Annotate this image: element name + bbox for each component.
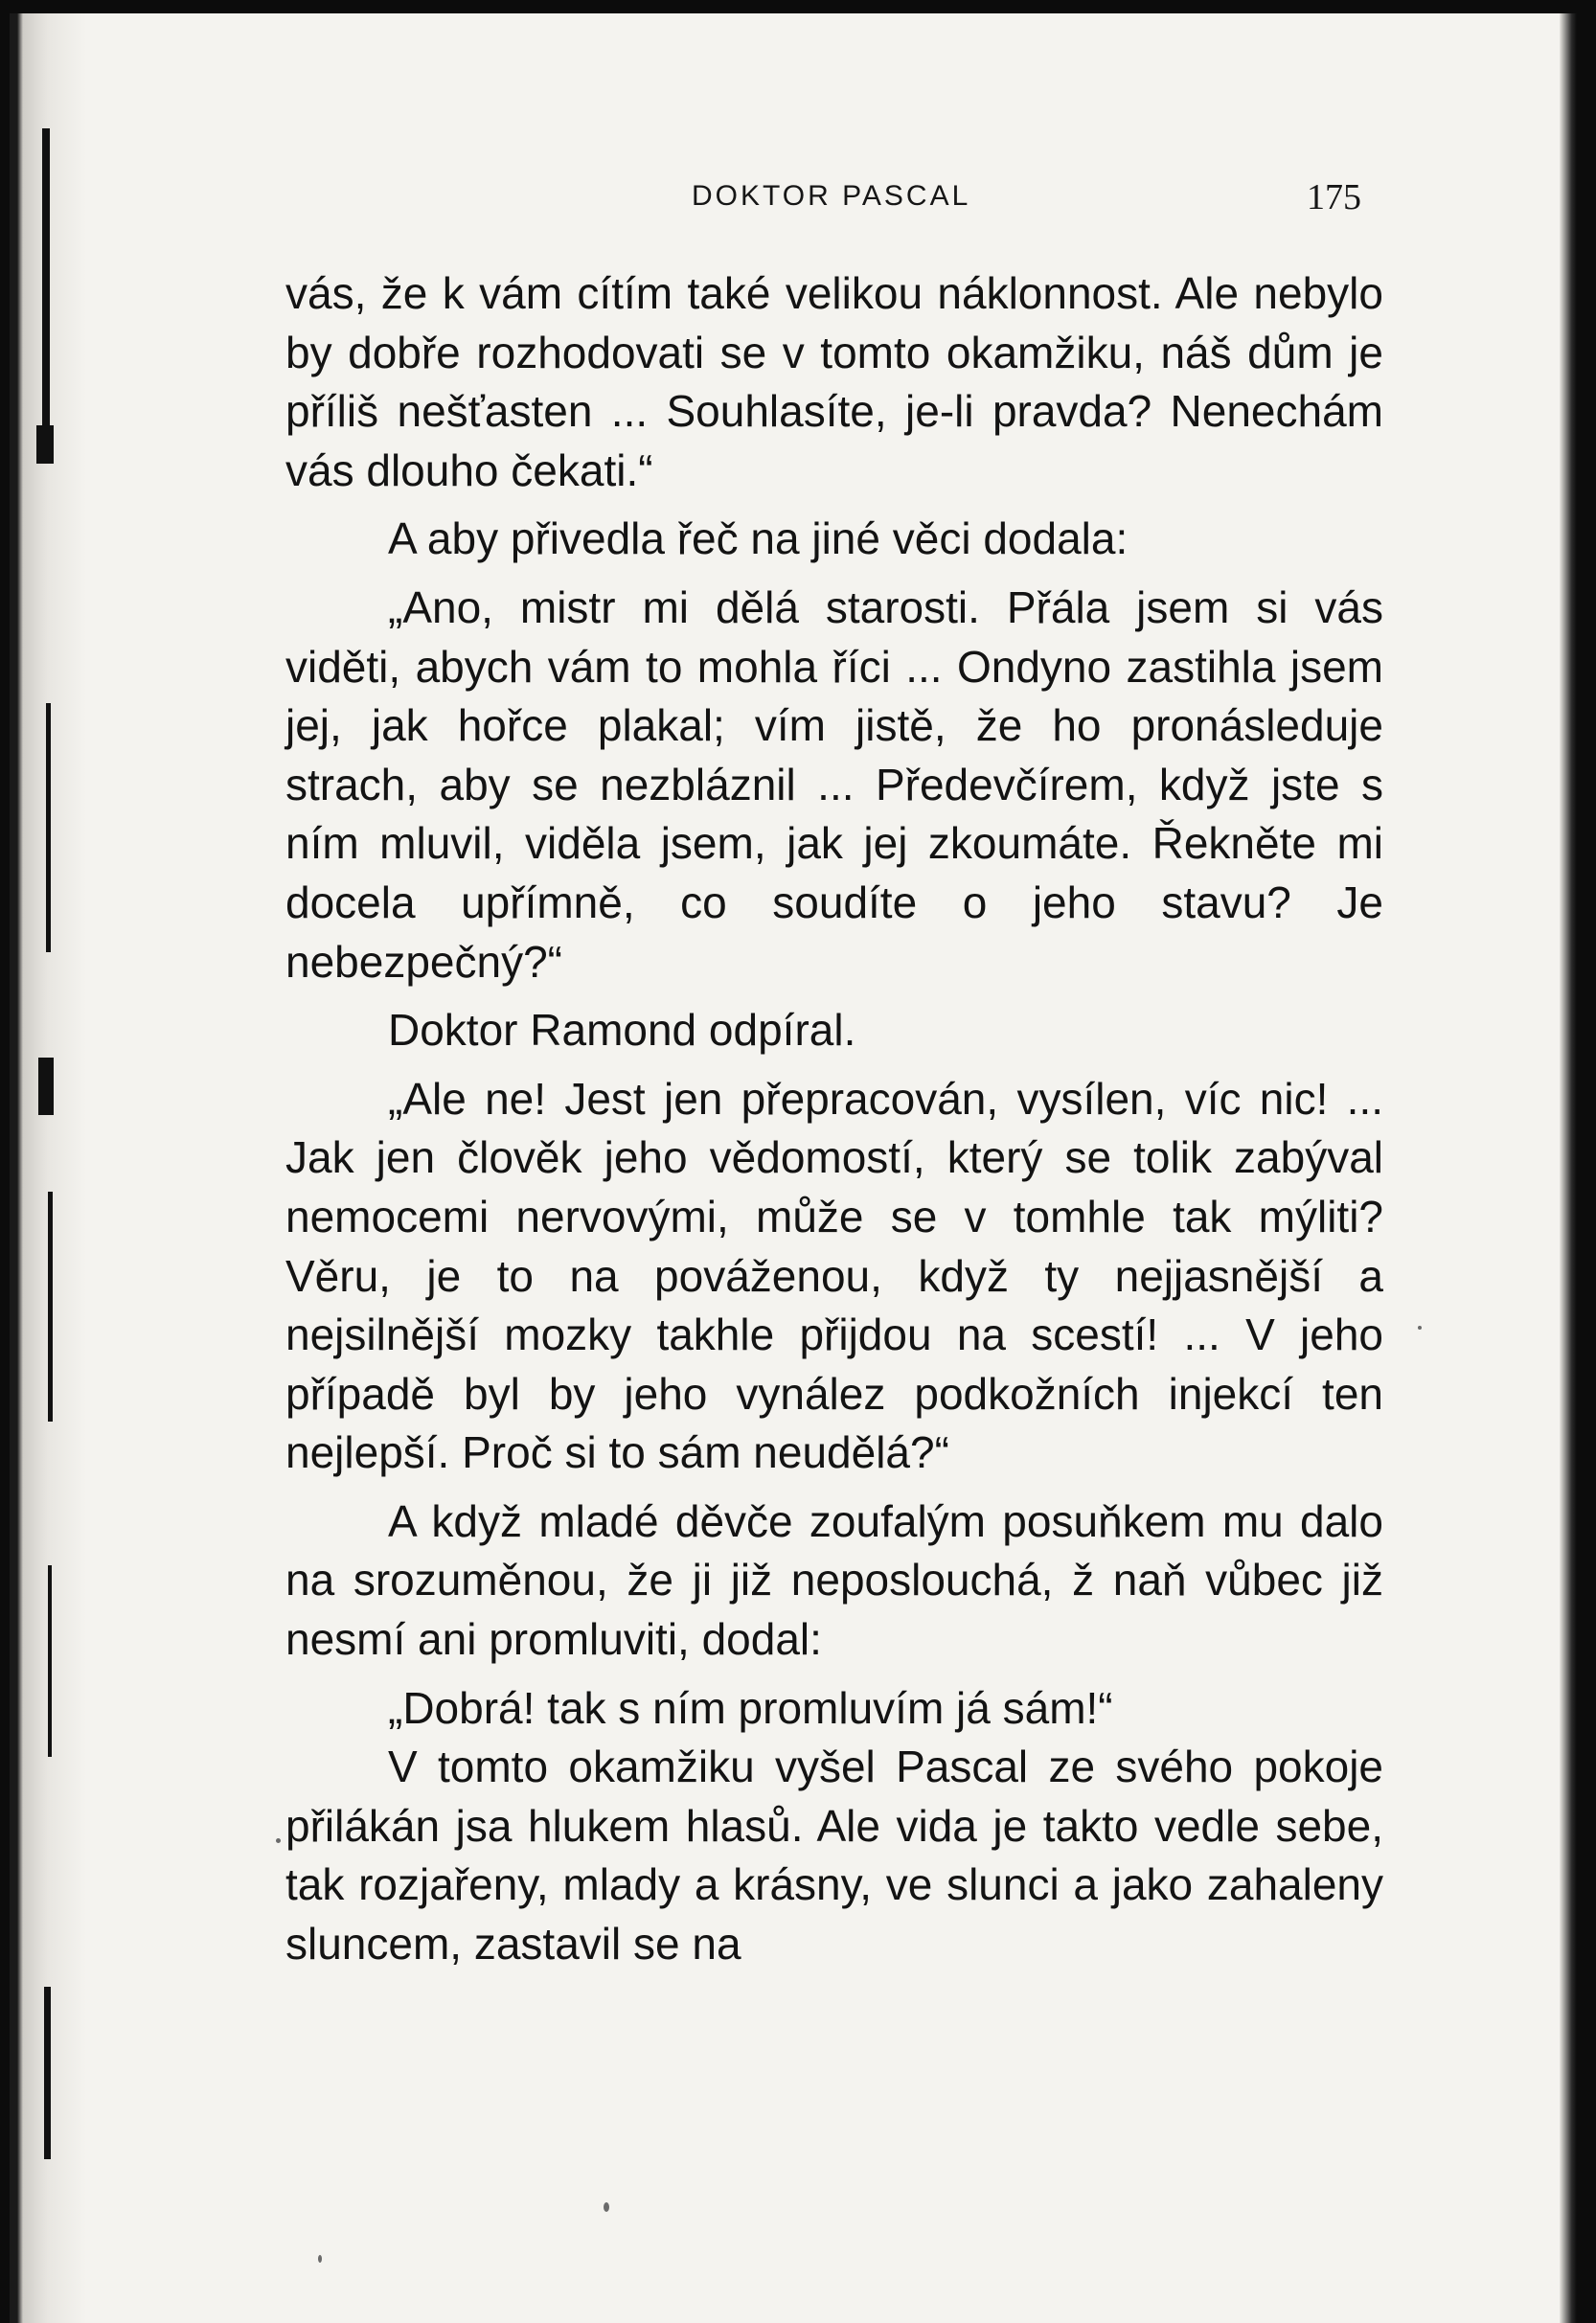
paragraph: „Dobrá! tak s ním promluvím já sám!“ [388,1682,1113,1733]
paper-speck [276,1838,281,1843]
paragraph: vás, že k vám cítím také velikou náklonnost. Ale nebylo by dobře rozhodovati se v tomto okamžiku, náš dům je příliš nešťasten ... Souhlasíte, je-li pravda? Nenechám vás dlouho čekati.“ [285,268,1383,495]
paragraph: „Ale ne! Jest jen přepracován, vysílen, víc nic! ... Jak jen člověk jeho vědomostí, který se tolik zabýval nemocemi nervovými, může se v tomhle tak mýliti? Věru, je to na pováženou, když ty nejjasnější a nejsilnější mozky takhle přijdou na scestí! ... V jeho případě byl by jeho vynález podkožních injekcí ten nejlepší. Proč si to sám neudělá?“ [285,1073,1383,1478]
paragraph: „Ano, mistr mi dělá starosti. Přála jsem si vás viděti, abych vám to mohla říci ... Ondyno zastihla jsem jej, jak hořce plakal; vím jistě, že ho pronásleduje strach, aby se nezbláznil ... Předevčírem, když jste s ním mluvil, viděla jsem, jak jej zkoumáte. Řekněte mi docela upřímně, co soudíte o jeho stavu? Je nebezpečný?“ [285,581,1383,987]
running-title: DOKTOR PASCAL [692,180,971,212]
paper-speck [604,2202,609,2212]
body-text [285,264,1383,1974]
spine-mark [38,1058,54,1115]
paper-speck [1418,1326,1422,1330]
spine-mark [48,1192,53,1422]
paper-speck [318,2255,322,2263]
spine-mark [36,425,54,464]
paragraph: A když mladé děvče zoufalým posuňkem mu dalo na srozuměnou, že ji již neposlouchá, ž naň vůbec již nesmí ani promluviti, dodal: [285,1495,1383,1665]
page-number: 175 [1307,177,1361,217]
paragraph: Doktor Ramond odpíral. [388,1005,856,1056]
paragraph: A aby přivedla řeč na jiné věci dodala: [388,513,1129,564]
paragraph: V tomto okamžiku vyšel Pascal ze svého pokoje přilákán jsa hlukem hlasů. Ale vida je takto vedle sebe, tak rozjařeny, mlady a krásny, ve slunci a jako zahaleny sluncem, zastavil se na [285,1742,1383,1970]
spine-mark [48,1565,52,1757]
spine-mark [46,703,51,952]
page-edge-shadow [1560,13,1577,2323]
spine-mark [44,1987,51,2159]
book-spine-shadow [10,13,86,2323]
page-header [10,172,1577,220]
book-page [10,13,1577,2323]
